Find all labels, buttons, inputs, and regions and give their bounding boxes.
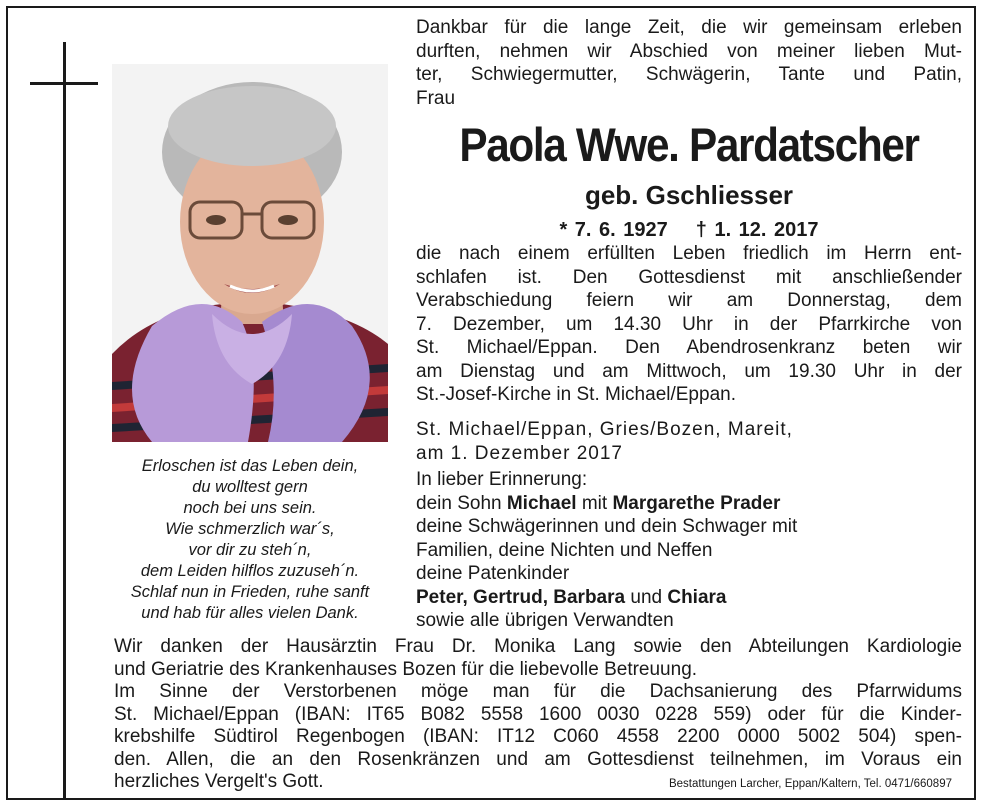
intro-line: Frau	[416, 87, 456, 109]
birth-date: * 7. 6. 1927	[559, 219, 668, 241]
obituary-frame	[6, 6, 976, 800]
funeral-line: die nach einem erfüllten Leben friedlich im Herrn ent-	[416, 243, 962, 264]
intro-line: ter, Schwiegermutter, Schwägerin, Tante und Patin,	[416, 64, 962, 85]
memory-heading: In lieber Erinnerung:	[416, 469, 588, 490]
death-date: † 1. 12. 2017	[695, 219, 819, 241]
in-laws-line: Familien, deine Nichten und Neffen	[416, 539, 713, 561]
son-prefix: dein Sohn	[416, 492, 507, 514]
son-partner: Margarethe Prader	[612, 492, 781, 514]
godchildren-label: deine Patenkinder	[416, 563, 570, 584]
funeral-line: schlafen ist. Den Gottesdienst mit anschließender	[416, 266, 962, 288]
poem-line: vor dir zu steh´n,	[188, 541, 312, 559]
birth-name: geb. Gschliesser	[584, 180, 794, 210]
funeral-details	[416, 242, 962, 407]
poem-line: Schlaf nun in Frieden, ruhe sanft	[130, 583, 370, 601]
poem-line: Erloschen ist das Leben dein,	[141, 457, 359, 475]
deceased-name: Paola Wwe. Pardatscher	[459, 118, 919, 171]
place-date	[416, 418, 962, 465]
son-line	[416, 492, 962, 516]
thanks-line: den. Allen, die an den Rosenkränzen und am Gottesdienst teilnehmen, im Voraus ein	[114, 748, 962, 770]
funeral-line: St. Michael/Eppan. Den Abendrosenkranz beten wir	[416, 337, 962, 358]
poem-line: dem Leiden hilflos zuzuseh´n.	[140, 562, 360, 580]
poem-line: und hab für alles vielen Dank.	[141, 604, 359, 622]
in-laws-line: deine Schwägerinnen und dein Schwager mit	[416, 516, 798, 537]
poem	[100, 456, 400, 624]
thanks-line: Im Sinne der Verstorbenen möge man für die Dachsanierung des Pfarrwidums	[114, 681, 962, 702]
son-mid: mit	[576, 492, 613, 514]
place-line: St. Michael/Eppan, Gries/Bozen, Mareit,	[416, 419, 793, 440]
funeral-line: Verabschiedung feiern wir am Donnerstag, dem	[416, 290, 962, 311]
thanks-line: Wir danken der Hausärztin Frau Dr. Monika Lang sowie den Abteilungen Kardiologie	[114, 636, 962, 657]
undertaker-credit: Bestattungen Larcher, Eppan/Kaltern, Tel. 0471/660897	[668, 778, 952, 790]
poem-line: du wolltest gern	[192, 478, 308, 496]
thanks-line: St. Michael/Eppan (IBAN: IT65 B082 5558 1600 0030 0228 559) oder für die Kinder-	[114, 703, 962, 725]
funeral-line: am Dienstag und am Mittwoch, um 19.30 Uhr in der	[416, 360, 962, 382]
son-name: Michael	[506, 492, 577, 514]
thanks-line: herzliches Vergelt's Gott.	[114, 771, 324, 792]
place-line: am 1. Dezember 2017	[416, 442, 623, 464]
funeral-line: 7. Dezember, um 14.30 Uhr in der Pfarrkirche von	[416, 313, 962, 335]
funeral-line: St.-Josef-Kirche in St. Michael/Eppan.	[416, 384, 736, 405]
intro-line: Dankbar für die lange Zeit, die wir gemeinsam erleben	[416, 17, 962, 38]
cross-icon-vertical	[63, 42, 66, 798]
cross-icon-horizontal	[30, 82, 98, 85]
life-dates	[416, 218, 962, 242]
portrait-photo	[112, 64, 388, 442]
godchildren-names: Peter, Gertrud, Barbara	[416, 586, 626, 608]
thanks-text	[114, 636, 962, 794]
godchild-last: Chiara	[667, 586, 727, 608]
godchildren-line	[416, 586, 962, 610]
mourners	[416, 468, 962, 633]
thanks-line: krebshilfe Südtirol Regenbogen (IBAN: IT12 C060 4558 2200 0000 5002 504) spen-	[114, 726, 962, 747]
poem-line: Wie schmerzlich war´s,	[165, 520, 335, 538]
intro-text	[416, 16, 962, 110]
thanks-line: und Geriatrie des Krankenhauses Bozen für die liebevolle Betreuung.	[114, 658, 698, 680]
godchildren-and: und	[625, 586, 668, 608]
poem-line: noch bei uns sein.	[183, 499, 317, 517]
relatives-line: sowie alle übrigen Verwandten	[416, 610, 674, 631]
intro-line: durften, nehmen wir Abschied von meiner lieben Mut-	[416, 40, 962, 62]
